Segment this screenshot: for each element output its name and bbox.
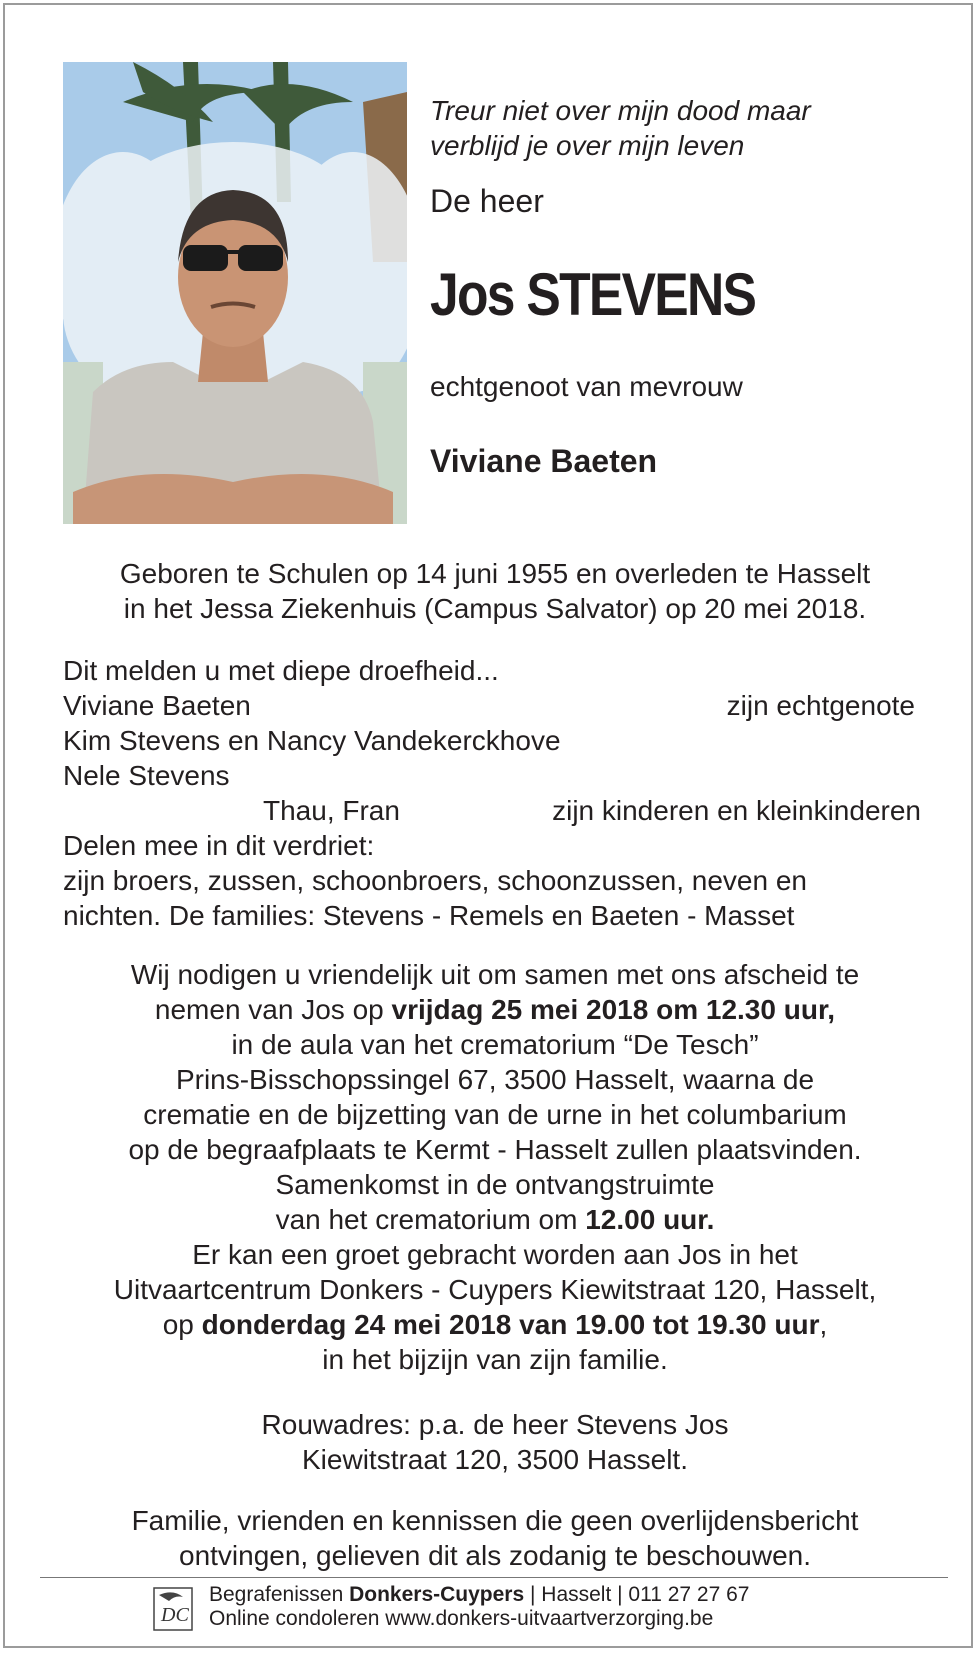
family-relation: zijn kinderen en kleinkinderen bbox=[552, 795, 921, 826]
share-line-1: zijn broers, zussen, schoonbroers, schoonzussen, neven en bbox=[63, 865, 807, 896]
portrait-photo bbox=[63, 62, 407, 524]
visitation-datetime: donderdag 24 mei 2018 van 19.00 tot 19.30 uur bbox=[201, 1309, 820, 1340]
birth-line-2: in het Jessa Ziekenhuis (Campus Salvator) op 20 mei 2018. bbox=[123, 593, 867, 624]
family-name: Kim Stevens en Nancy Vandekerckhove bbox=[63, 725, 561, 756]
mourning-address bbox=[45, 1407, 945, 1477]
quote-line-2: verblijd je over mijn leven bbox=[430, 130, 745, 161]
family-row-child-1 bbox=[63, 723, 923, 758]
invite-line: op donderdag 24 mei 2018 van 19.00 tot 19.30 uur, bbox=[162, 1309, 828, 1340]
funeral-invitation bbox=[45, 957, 945, 1377]
dc-monogram-logo-icon bbox=[153, 1587, 193, 1631]
footer-text bbox=[209, 1583, 750, 1631]
invite-line: Wij nodigen u vriendelijk uit om samen met ons afscheid te bbox=[130, 959, 860, 990]
family-relation: zijn echtgenote bbox=[726, 690, 915, 721]
salutation: De heer bbox=[430, 183, 544, 219]
share-intro: Delen mee in dit verdriet: bbox=[63, 830, 375, 861]
address-line-2: Kiewitstraat 120, 3500 Hasselt. bbox=[302, 1444, 688, 1475]
family-row-child-2 bbox=[63, 758, 923, 793]
address-line-1: Rouwadres: p.a. de heer Stevens Jos bbox=[261, 1409, 729, 1440]
service-datetime: vrijdag 25 mei 2018 om 12.30 uur, bbox=[391, 994, 836, 1025]
share-line-2: nichten. De families: Stevens - Remels en Baeten - Masset bbox=[63, 900, 795, 931]
quote bbox=[430, 93, 811, 163]
notice-line-1: Familie, vrienden en kennissen die geen overlijdensbericht bbox=[131, 1505, 859, 1536]
invite-line: Er kan een groet gebracht worden aan Jos in het bbox=[192, 1239, 798, 1270]
closing-notice bbox=[45, 1503, 945, 1573]
obituary-card bbox=[3, 3, 973, 1648]
notice-line-2: ontvingen, gelieven dit als zodanig te beschouwen. bbox=[179, 1540, 811, 1571]
family-row-grandchildren bbox=[63, 793, 923, 828]
invite-line: Prins-Bisschopssingel 67, 3500 Hasselt, waarna de bbox=[175, 1064, 815, 1095]
invite-line: van het crematorium om 12.00 uur. bbox=[275, 1204, 715, 1235]
spouse-intro: echtgenoot van mevrouw bbox=[430, 371, 743, 402]
footer-online-link[interactable]: Online condoleren www.donkers-uitvaartverzorging.be bbox=[209, 1607, 714, 1630]
invite-line: op de begraafplaats te Kermt - Hasselt zullen plaatsvinden. bbox=[128, 1134, 862, 1165]
family-name: Thau, Fran bbox=[263, 795, 400, 826]
spouse-name: Viviane Baeten bbox=[430, 443, 658, 479]
birth-line-1: Geboren te Schulen op 14 juni 1955 en overleden te Hasselt bbox=[119, 558, 871, 589]
footer-company-line: Begrafenissen Donkers-Cuypers | Hasselt | 011 27 27 67 bbox=[209, 1583, 750, 1606]
invite-line: Samenkomst in de ontvangstruimte bbox=[275, 1169, 715, 1200]
invite-line: crematie en de bijzetting van de urne in het columbarium bbox=[143, 1099, 847, 1130]
deceased-name: Jos STEVENS bbox=[430, 261, 756, 328]
quote-line-1: Treur niet over mijn dood maar bbox=[430, 95, 811, 126]
family-name: Viviane Baeten bbox=[63, 690, 251, 721]
gathering-time: 12.00 uur. bbox=[585, 1204, 715, 1235]
invite-line: in de aula van het crematorium “De Tesch” bbox=[231, 1029, 759, 1060]
company-name: Donkers-Cuypers bbox=[349, 1583, 525, 1606]
announcement-intro: Dit melden u met diepe droefheid... bbox=[63, 655, 499, 686]
birth-details bbox=[45, 556, 945, 626]
invite-line: nemen van Jos op vrijdag 25 mei 2018 om 12.30 uur, bbox=[154, 994, 836, 1025]
svg-text:DC: DC bbox=[161, 1604, 189, 1626]
family-row-spouse bbox=[63, 688, 923, 723]
family-announcement bbox=[63, 653, 923, 933]
invite-line: Uitvaartcentrum Donkers - Cuypers Kiewitstraat 120, Hasselt, bbox=[113, 1274, 877, 1305]
family-name: Nele Stevens bbox=[63, 760, 230, 791]
footer-divider bbox=[40, 1577, 948, 1578]
invite-line: in het bijzijn van zijn familie. bbox=[322, 1344, 668, 1375]
